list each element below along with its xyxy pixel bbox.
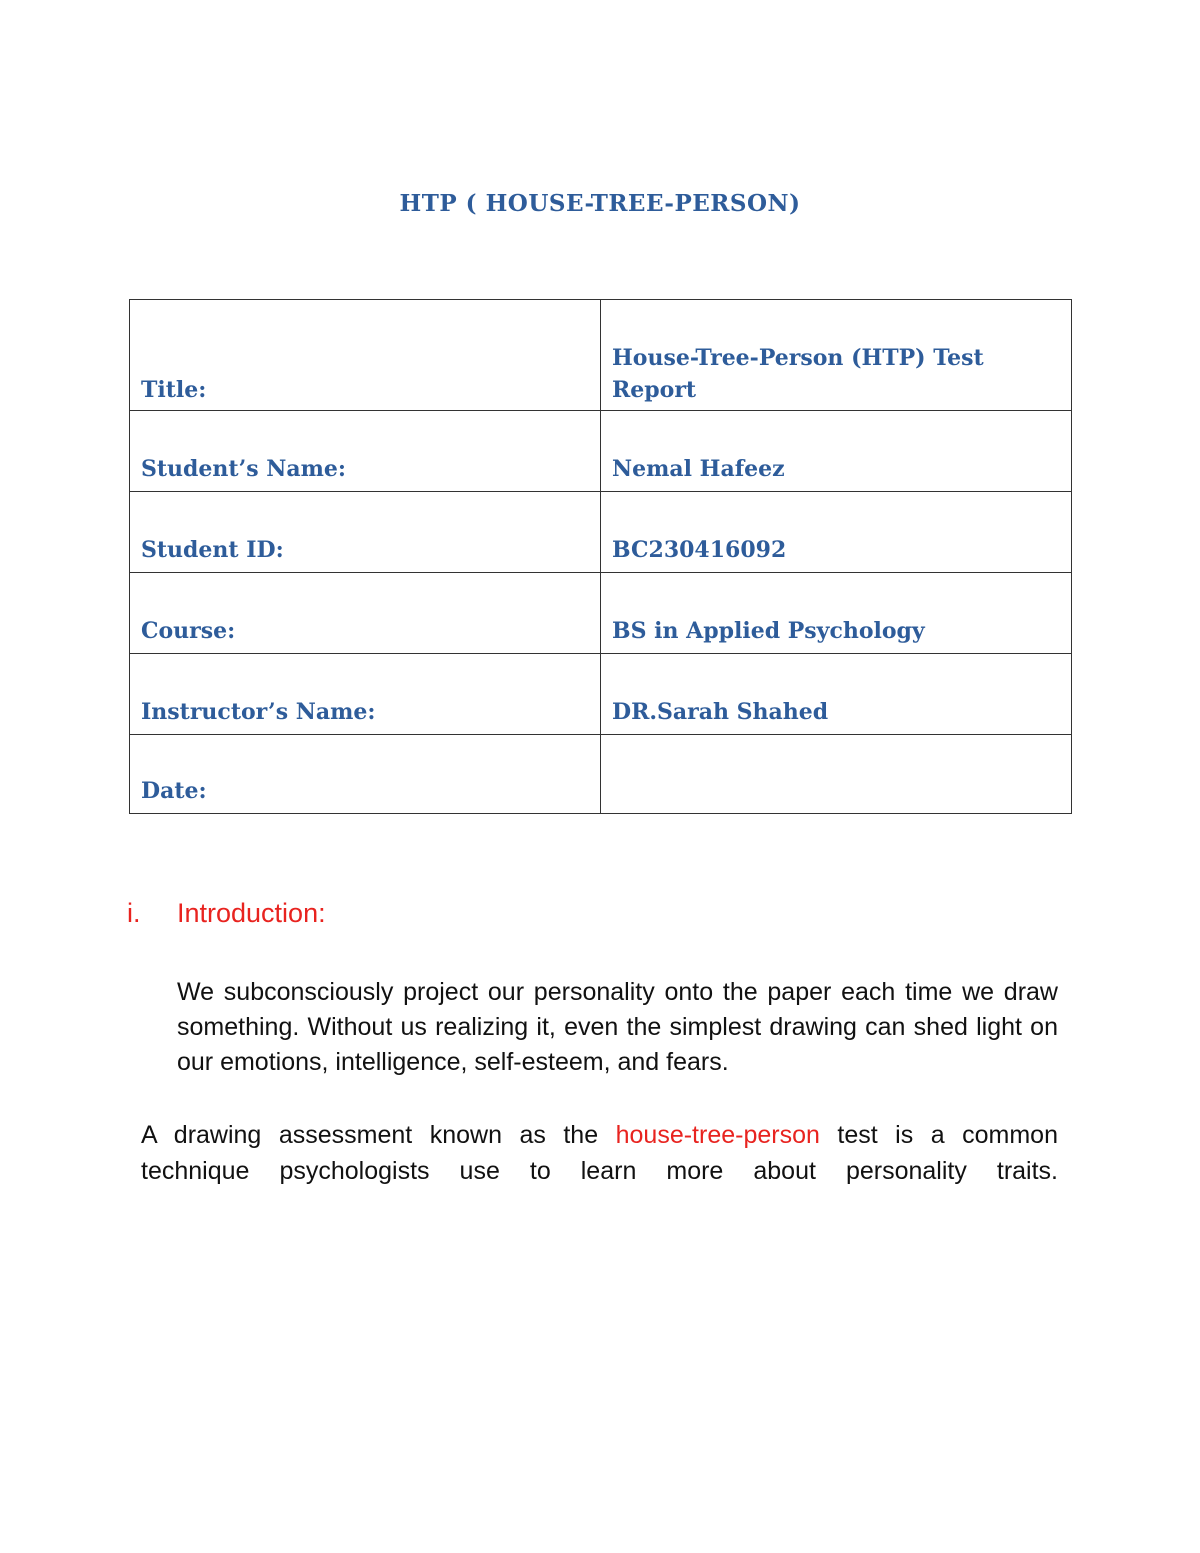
student-info-table bbox=[129, 299, 1072, 814]
label-student-id: Student ID: bbox=[130, 492, 601, 573]
table-row-instructor bbox=[130, 654, 1072, 735]
table-row-student-id bbox=[130, 492, 1072, 573]
section-number: i. bbox=[127, 898, 141, 928]
highlighted-term: house-tree-person bbox=[615, 1121, 820, 1149]
value-title: House-Tree-Person (HTP) Test Report bbox=[601, 300, 1072, 411]
value-student-name: Nemal Hafeez bbox=[601, 411, 1072, 492]
value-student-id: BC230416092 bbox=[601, 492, 1072, 573]
introduction-paragraph-2: A drawing assessment known as the house-tree-person test is a common technique psychologists use to learn more about personality traits. bbox=[141, 1121, 1058, 1185]
table-row-student-name bbox=[130, 411, 1072, 492]
table-row-course bbox=[130, 573, 1072, 654]
table-row-title bbox=[130, 300, 1072, 411]
value-course: BS in Applied Psychology bbox=[601, 573, 1072, 654]
introduction-heading bbox=[127, 898, 326, 929]
label-title: Title: bbox=[130, 300, 601, 411]
label-instructor: Instructor’s Name: bbox=[130, 654, 601, 735]
value-date bbox=[601, 735, 1072, 814]
table-row-date bbox=[130, 735, 1072, 814]
label-date: Date: bbox=[130, 735, 601, 814]
label-student-name: Student’s Name: bbox=[130, 411, 601, 492]
value-instructor: DR.Sarah Shahed bbox=[601, 654, 1072, 735]
section-heading-text: Introduction: bbox=[177, 898, 326, 928]
introduction-paragraph-1: We subconsciously project our personality onto the paper each time we draw something. Without us realizing it, even the simplest drawing can shed light on our emotions, intelligence, self-esteem, and fears. bbox=[177, 978, 1058, 1076]
label-course: Course: bbox=[130, 573, 601, 654]
page-title: HTP ( HOUSE-TREE-PERSON) bbox=[399, 190, 801, 217]
